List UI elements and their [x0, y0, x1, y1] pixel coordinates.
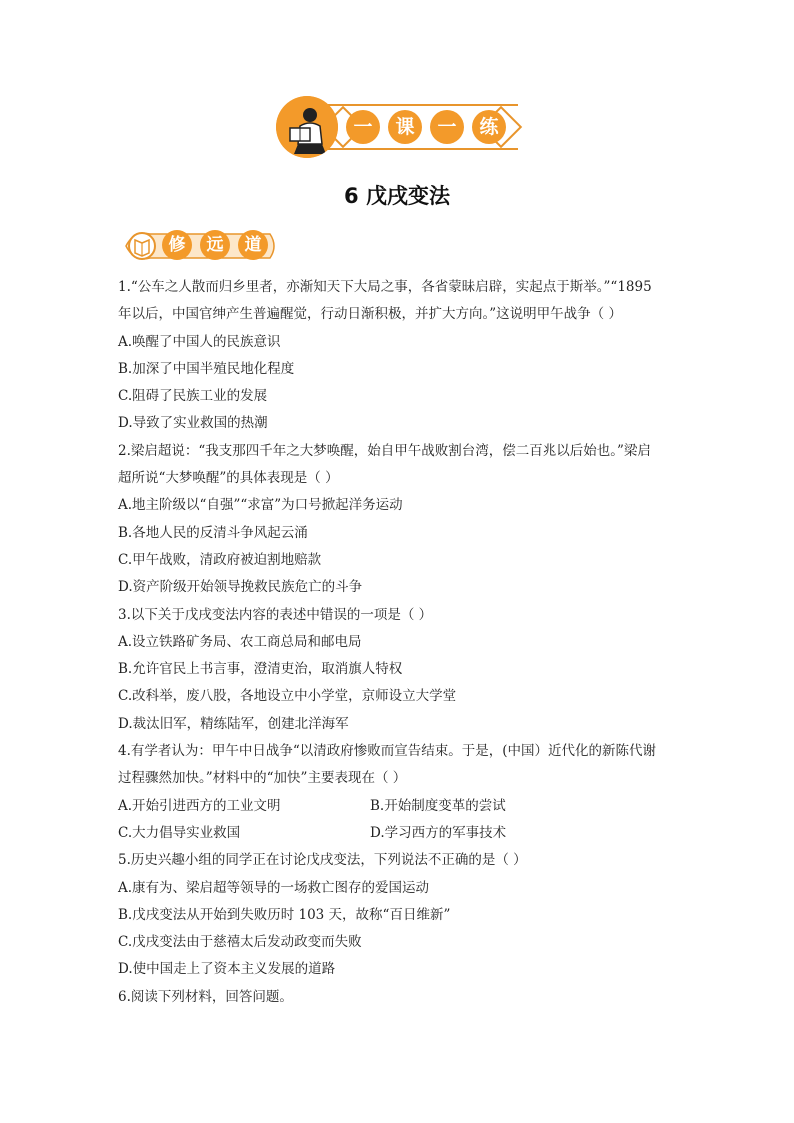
question-5-option-c: C.戊戌变法由于慈禧太后发动政变而失败 [118, 934, 362, 951]
banner-top-line [326, 104, 518, 106]
question-3-option-c: C.改科举，废八股，各地设立中小学堂，京师设立大学堂 [118, 688, 457, 705]
lesson-banner [276, 96, 522, 158]
question-4-option-a: A.开始引进西方的工业文明 [118, 797, 281, 814]
banner-char-2: 课 [388, 110, 422, 144]
question-4-options-row-2 [118, 820, 678, 847]
question-2-stem-cont: 超所说“大梦唤醒”的具体表现是（ ） [118, 470, 339, 487]
question-4-option-d: D.学习西方的军事技术 [370, 824, 507, 841]
question-3-stem: 3.以下关于戊戌变法内容的表述中错误的一项是（ ） [118, 606, 433, 623]
question-4-options-row-1 [118, 793, 678, 820]
question-5-option-a: A.康有为、梁启超等领导的一场救亡图存的爱国运动 [118, 879, 430, 896]
question-1-option-c: C.阻碍了民族工业的发展 [118, 388, 268, 405]
question-2-option-b: B.各地人民的反清斗争风起云涌 [118, 524, 308, 541]
section-char-2: 远 [200, 230, 230, 260]
question-1-option-b: B.加深了中国半殖民地化程度 [118, 360, 295, 377]
question-2-option-c: C.甲午战败，清政府被迫割地赔款 [118, 551, 322, 568]
question-body [118, 274, 678, 1011]
question-5-stem: 5.历史兴趣小组的同学正在讨论戊戌变法，下列说法不正确的是（ ） [118, 852, 527, 869]
banner-bottom-line [326, 148, 518, 150]
section-char-1: 修 [162, 230, 192, 260]
question-1-stem-cont: 年以后，中国官绅产生普遍醒觉，行动日渐积极，并扩大方向。”这说明甲午战争（ ） [118, 306, 622, 323]
banner-char-3: 一 [430, 110, 464, 144]
question-2-option-d: D.资产阶级开始领导挽救民族危亡的斗争 [118, 579, 363, 596]
question-5-option-b: B.戊戌变法从开始到失败历时 103 天，故称“百日维新” [118, 906, 451, 923]
question-3-option-b: B.允许官民上书言事，澄清吏治，取消旗人特权 [118, 661, 403, 678]
banner-char-1: 一 [346, 110, 380, 144]
question-4-option-b: B.开始制度变革的尝试 [370, 797, 506, 814]
question-4-stem-cont: 过程骤然加快。”材料中的“加快”主要表现在（ ） [118, 770, 407, 787]
question-4-option-c: C.大力倡导实业救国 [118, 824, 241, 841]
question-1-option-a: A.唤醒了中国人的民族意识 [118, 333, 281, 350]
question-6-stem: 6.阅读下列材料，回答问题。 [118, 988, 293, 1005]
reader-avatar-icon [276, 96, 338, 158]
question-4-stem: 4.有学者认为：甲午中日战争“以清政府惨败而宣告结束。于是，(中国）近代化的新陈代谢 [118, 743, 657, 760]
question-2-stem: 2.梁启超说：“我支那四千年之大梦唤醒，始自甲午战败割台湾，偿二百兆以后始也。”梁启 [118, 442, 651, 459]
page-title: 6 戊戌变法 [344, 184, 450, 208]
question-1-stem: 1.“公车之人散而归乡里者，亦渐知天下大局之事，各省蒙昧启辟，实起点于斯举。”“1895 [118, 279, 652, 295]
question-3-option-a: A.设立铁路矿务局、农工商总局和邮电局 [118, 633, 362, 650]
question-2-option-a: A.地主阶级以“自强”“求富”为口号掀起洋务运动 [118, 497, 403, 514]
section-heading [120, 226, 280, 266]
section-char-3: 道 [238, 230, 268, 260]
question-1-option-d: D.导致了实业救国的热潮 [118, 415, 268, 432]
banner-char-4: 练 [472, 110, 506, 144]
question-5-option-d: D.使中国走上了资本主义发展的道路 [118, 961, 336, 978]
question-3-option-d: D.裁汰旧军，精练陆军，创建北洋海军 [118, 715, 349, 732]
